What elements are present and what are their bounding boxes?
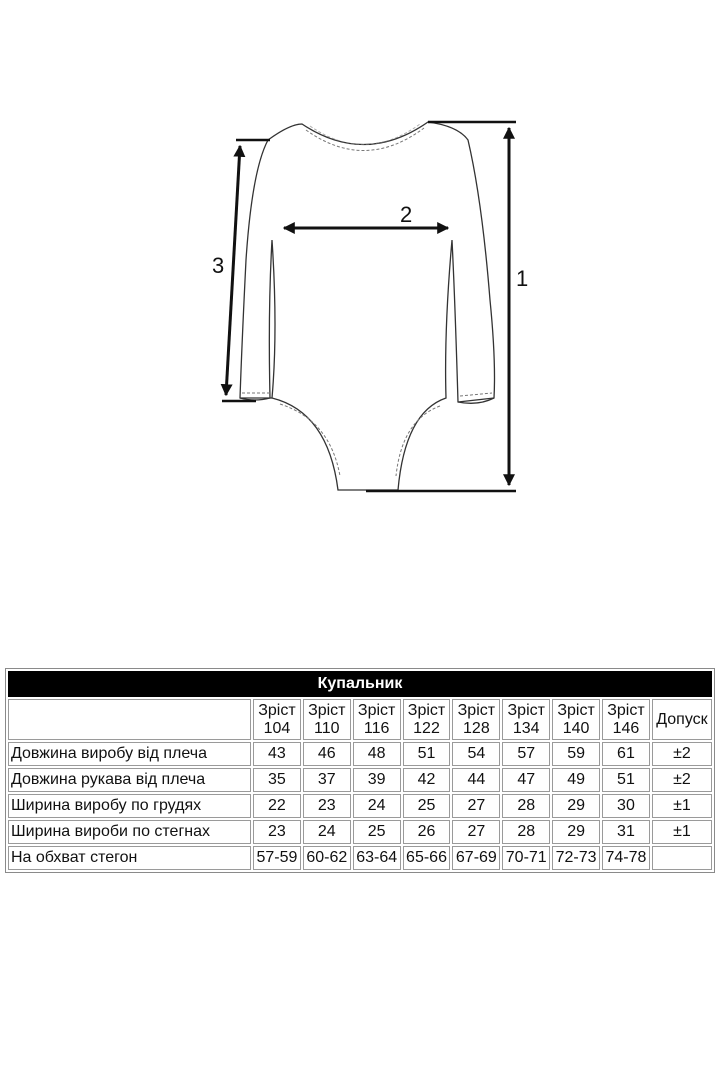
header-empty-cell	[8, 699, 251, 740]
measure-chest-label: 2	[400, 202, 413, 227]
measurement-cell: 29	[552, 794, 600, 818]
measurement-cell: 28	[502, 794, 550, 818]
size-header-value: 146	[612, 719, 640, 737]
size-header-cell	[552, 699, 600, 740]
measurement-cell: 70-71	[502, 846, 550, 870]
measurement-cell: 74-78	[602, 846, 650, 870]
size-header-cell	[353, 699, 401, 740]
measurement-cell: 23	[303, 794, 351, 818]
tolerance-cell: ±1	[652, 820, 712, 844]
row-label: Довжина рукава від плеча	[8, 768, 251, 792]
size-header-word: Зріст	[607, 701, 645, 719]
measurement-cell: 43	[253, 742, 301, 766]
row-label: Довжина виробу від плеча	[8, 742, 251, 766]
size-header-value: 128	[463, 719, 490, 737]
measurement-cell: 27	[452, 794, 500, 818]
measurement-cell: 59	[552, 742, 600, 766]
size-header-cell	[502, 699, 550, 740]
size-header-value: 122	[413, 719, 440, 737]
row-label: На обхват стегон	[8, 846, 251, 870]
measurement-cell: 44	[452, 768, 500, 792]
measurement-cell: 29	[552, 820, 600, 844]
measurement-cell: 26	[403, 820, 451, 844]
table-row	[8, 846, 712, 870]
measure-sleeve-label: 3	[212, 253, 225, 278]
measurement-cell: 27	[452, 820, 500, 844]
tolerance-header-cell: Допуск	[652, 699, 712, 740]
table-row	[8, 768, 712, 792]
size-header-word: Зріст	[308, 701, 346, 719]
table-title: Купальник	[8, 671, 712, 697]
size-header-value: 134	[512, 719, 540, 737]
measurement-cell: 61	[602, 742, 650, 766]
size-header-word: Зріст	[457, 701, 496, 719]
measurement-cell: 67-69	[452, 846, 500, 870]
size-chart-table	[5, 668, 715, 873]
size-header-word: Зріст	[507, 701, 545, 719]
bodysuit-outline	[240, 122, 495, 490]
tolerance-cell: ±2	[652, 742, 712, 766]
tolerance-cell: ±2	[652, 768, 712, 792]
size-header-value: 140	[562, 719, 590, 737]
measurement-cell: 47	[502, 768, 550, 792]
measurement-cell: 37	[303, 768, 351, 792]
tolerance-cell: ±1	[652, 794, 712, 818]
measurement-cell: 23	[253, 820, 301, 844]
measurement-cell: 46	[303, 742, 351, 766]
measurement-cell: 24	[303, 820, 351, 844]
measurement-cell: 49	[552, 768, 600, 792]
measurement-cell: 54	[452, 742, 500, 766]
measurement-cell: 51	[602, 768, 650, 792]
measurement-cell: 25	[353, 820, 401, 844]
table-header-row	[8, 699, 712, 740]
size-header-word: Зріст	[258, 701, 296, 719]
measurement-cell: 35	[253, 768, 301, 792]
measurement-cell: 57	[502, 742, 550, 766]
measurement-cell: 60-62	[303, 846, 351, 870]
measurement-cell: 48	[353, 742, 401, 766]
table-row	[8, 742, 712, 766]
measure-length-label: 1	[516, 266, 529, 291]
tolerance-cell	[652, 846, 712, 870]
measurement-cell: 39	[353, 768, 401, 792]
row-label: Ширина вироби по стегнах	[8, 820, 251, 844]
measurement-cell: 22	[253, 794, 301, 818]
measure-chest	[284, 202, 448, 228]
measurement-cell: 72-73	[552, 846, 600, 870]
measurement-cell: 42	[403, 768, 451, 792]
row-label: Ширина виробу по грудях	[8, 794, 251, 818]
size-header-value: 110	[314, 719, 340, 737]
size-header-value: 104	[263, 719, 291, 737]
measurement-cell: 28	[502, 820, 550, 844]
table-row	[8, 820, 712, 844]
measurement-cell: 31	[602, 820, 650, 844]
measurement-cell: 57-59	[253, 846, 301, 870]
size-header-cell	[403, 699, 451, 740]
measurement-cell: 25	[403, 794, 451, 818]
measurement-cell: 51	[403, 742, 451, 766]
size-header-cell	[452, 699, 500, 740]
measurement-cell: 24	[353, 794, 401, 818]
size-header-cell	[303, 699, 351, 740]
size-header-word: Зріст	[407, 701, 446, 719]
size-header-word: Зріст	[357, 701, 396, 719]
measurement-cell: 63-64	[353, 846, 401, 870]
measurement-cell: 65-66	[403, 846, 451, 870]
size-header-cell	[602, 699, 650, 740]
size-header-value: 116	[363, 719, 390, 737]
measurement-cell: 30	[602, 794, 650, 818]
table-row	[8, 794, 712, 818]
size-header-word: Зріст	[557, 701, 595, 719]
size-header-cell	[253, 699, 301, 740]
